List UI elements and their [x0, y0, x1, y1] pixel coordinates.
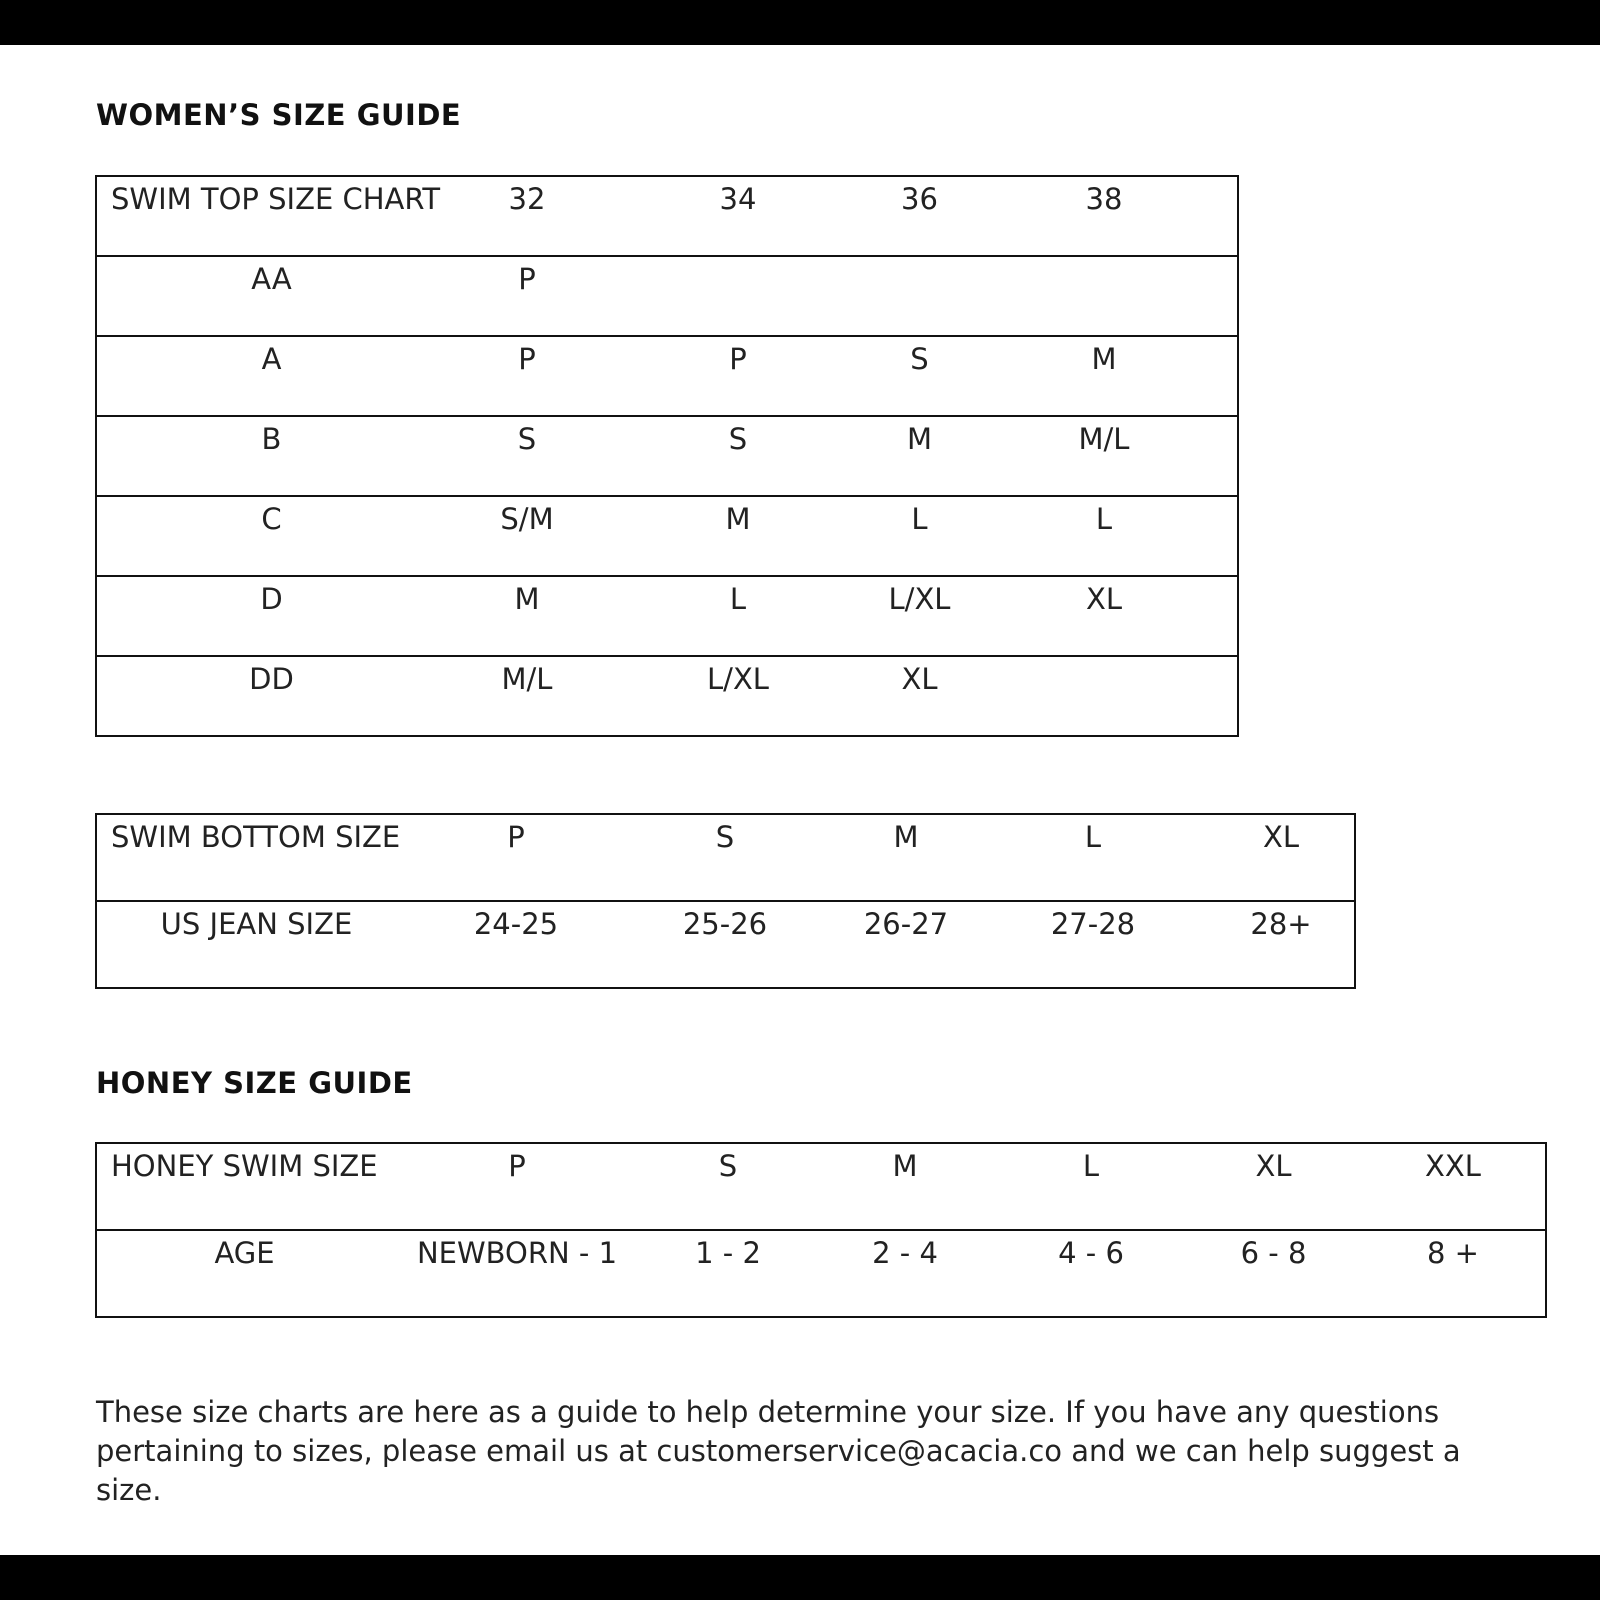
swim-top-size-chart [95, 175, 1239, 737]
table-cell: P [608, 336, 868, 416]
table-cell: HONEY SWIM SIZE [111, 1149, 378, 1183]
table-cell: 38 [1085, 182, 1123, 216]
table-cell: XL [971, 576, 1238, 656]
table-cell: XL [1262, 820, 1300, 854]
honey-swim-size-chart [95, 1142, 1547, 1318]
table-cell: L/XL [608, 656, 868, 736]
table-cell: L [1084, 820, 1102, 854]
table-row [96, 496, 1238, 576]
table-cell: M [892, 1149, 918, 1183]
table-cell: L [1082, 1149, 1100, 1183]
table-cell: DD [96, 656, 446, 736]
table-cell: XL [868, 656, 971, 736]
table-cell: 34 [719, 182, 757, 216]
honey-size-guide-heading: HONEY SIZE GUIDE [96, 1066, 413, 1100]
table-cell: P [446, 336, 608, 416]
table-cell [971, 656, 1238, 736]
swim-bottom-size-chart [95, 813, 1356, 989]
table-cell: M/L [971, 416, 1238, 496]
table-cell: A [96, 336, 446, 416]
table-row [96, 814, 1355, 901]
table-cell: S [715, 820, 735, 854]
table-header-row [96, 176, 1238, 256]
table-cell: L [971, 496, 1238, 576]
table-cell: S/M [446, 496, 608, 576]
table-cell: B [96, 416, 446, 496]
table-cell: 26-27 [834, 901, 978, 988]
table-cell: AA [96, 256, 446, 336]
womens-size-guide-heading: WOMEN’S SIZE GUIDE [96, 98, 462, 132]
table-cell: S [446, 416, 608, 496]
table-cell: XXL [1425, 1149, 1481, 1183]
table-cell: 32 [508, 182, 546, 216]
table-cell: XL [1255, 1149, 1292, 1183]
table-row [96, 1230, 1546, 1317]
table-row [96, 416, 1238, 496]
table-cell: S [608, 416, 868, 496]
table-cell: M [446, 576, 608, 656]
table-cell: SWIM BOTTOM SIZE [111, 820, 401, 854]
table-cell: 6 - 8 [1186, 1230, 1361, 1317]
table-cell: M [868, 416, 971, 496]
table-cell: 24-25 [416, 901, 616, 988]
table-cell: 27-28 [978, 901, 1208, 988]
table-cell: 28+ [1208, 901, 1355, 988]
table-cell: M [608, 496, 868, 576]
table-cell [868, 256, 971, 336]
size-guide-footnote: These size charts are here as a guide to help determine your size. If you have any questions pertaining to sizes, please email us at customerservice@acacia.co and we can help suggest a size. [96, 1395, 1461, 1507]
table-cell [608, 256, 868, 336]
table-cell: 25-26 [616, 901, 834, 988]
table-cell: P [446, 256, 608, 336]
table-row [96, 336, 1238, 416]
table-cell: 4 - 6 [996, 1230, 1186, 1317]
table-row [96, 256, 1238, 336]
table-cell: M [971, 336, 1238, 416]
table-cell: M/L [446, 656, 608, 736]
table-cell: L/XL [868, 576, 971, 656]
table-cell: S [868, 336, 971, 416]
table-row [96, 1143, 1546, 1230]
table-row [96, 656, 1238, 736]
table-cell: NEWBORN - 1 [392, 1230, 642, 1317]
table-cell [971, 256, 1238, 336]
table-cell: 36 [901, 182, 938, 216]
table-row [96, 576, 1238, 656]
table-cell: 8 + [1361, 1230, 1546, 1317]
table-cell: 1 - 2 [642, 1230, 814, 1317]
table-cell: 2 - 4 [814, 1230, 996, 1317]
table-cell: P [507, 820, 525, 854]
table-cell: M [893, 820, 919, 854]
bottom-black-band [0, 1555, 1600, 1600]
table-cell: P [508, 1149, 526, 1183]
table-cell: C [96, 496, 446, 576]
table-cell: S [718, 1149, 738, 1183]
table-cell: SWIM TOP SIZE CHART [111, 182, 441, 216]
top-black-band [0, 0, 1600, 45]
table-cell: AGE [96, 1230, 392, 1317]
table-cell: L [608, 576, 868, 656]
table-cell: L [868, 496, 971, 576]
table-cell: US JEAN SIZE [96, 901, 416, 988]
table-cell: D [96, 576, 446, 656]
table-row [96, 901, 1355, 988]
